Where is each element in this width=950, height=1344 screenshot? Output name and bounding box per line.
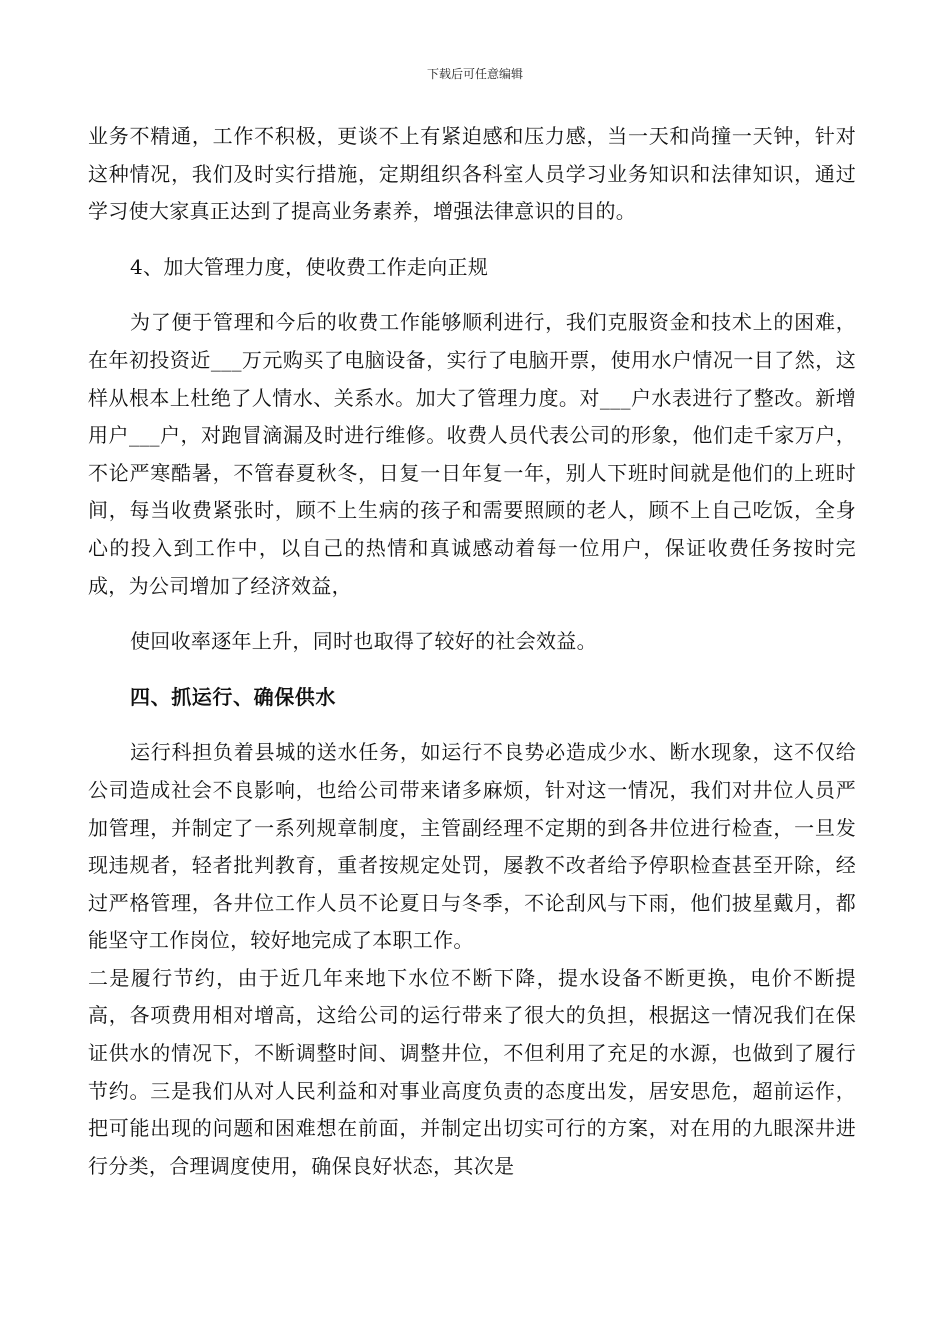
paragraph-continuation: 业务不精通，工作不积极，更谈不上有紧迫感和压力感，当一天和尚撞一天钟，针对这种情况，我们及时实行措施，定期组织各科室人员学习业务知识和法律知识，通过学习使大家真正达到了提高业务素养，增强法律意识的目的。 xyxy=(88,124,856,224)
page-header: 下载后可任意编辑 xyxy=(426,67,523,81)
paragraph-operation: 运行科担负着县城的送水任务，如运行不良势必造成少水、断水现象，这不仅给公司造成社会不良影响，也给公司带来诸多麻烦，针对这一情况，我们对井位人员严加管理，并制定了一系列规章制度，主管副经理不定期的到各井位进行检查，一旦发现违规者，轻者批判教育，重者按规定处罚，屡教不改者给予停职检查甚至开除，经过严格管理，各井位工作人员不论夏日与冬季，不论刮风与下雨，他们披星戴月，都能坚守工作岗位，较好地完成了本职工作。 xyxy=(88,740,856,953)
section-heading-four: 四、抓运行、确保供水 xyxy=(130,684,336,709)
paragraph-billing: 为了便于管理和今后的收费工作能够顺利进行，我们克服资金和技术上的困难，在年初投资近___万元购买了电脑设备，实行了电脑开票，使用水户情况一目了然，这样从根本上杜绝了人情水、关系水。加大了管理力度。对___户水表进行了整改。新增用户___户，对跑冒滴漏及时进行维修。收费人员代表公司的形象，他们走千家万户，不论严寒酷暑，不管春夏秋冬，日复一日年复一年，别人下班时间就是他们的上班时间，每当收费紧张时，顾不上生病的孩子和需要照顾的老人，顾不上自己吃饭，全身心的投入到工作中，以自己的热情和真诚感动着每一位用户，保证收费任务按时完成，为公司增加了经济效益， xyxy=(88,310,856,598)
subheading-item-4: 4、加大管理力度，使收费工作走向正规 xyxy=(130,254,489,279)
paragraph-recovery-rate: 使回收率逐年上升，同时也取得了较好的社会效益。 xyxy=(130,629,597,654)
paragraph-saving: 二是履行节约，由于近几年来地下水位不断下降，提水设备不断更换，电价不断提高，各项费用相对增高，这给公司的运行带来了很大的负担，根据这一情况我们在保证供水的情况下，不断调整时间、调整井位，不但利用了充足的水源，也做到了履行节约。三是我们从对人民利益和对事业高度负责的态度出发，居安思危，超前运作，把可能出现的问题和困难想在前面，并制定出切实可行的方案，对在用的九眼深井进行分类，合理调度使用，确保良好状态，其次是 xyxy=(88,965,856,1178)
document-body xyxy=(88,118,856,1185)
